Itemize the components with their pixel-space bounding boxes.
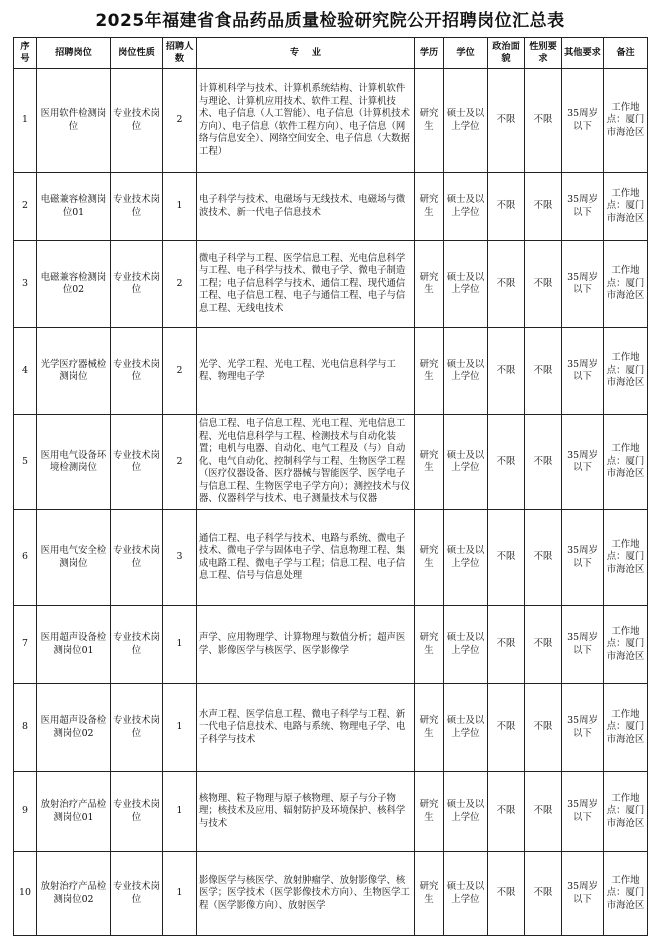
cell-seq: 4 xyxy=(14,328,37,415)
header-other: 其他要求 xyxy=(562,38,604,69)
header-seq: 序号 xyxy=(14,38,37,69)
cell-position: 放射治疗产品检测岗位01 xyxy=(37,772,111,852)
cell-position: 医用超声设备检测岗位01 xyxy=(37,606,111,684)
cell-other: 35周岁以下 xyxy=(562,684,604,772)
recruitment-table xyxy=(13,37,648,936)
cell-nature: 专业技术岗位 xyxy=(111,328,163,415)
cell-education: 研究生 xyxy=(415,69,444,173)
cell-major: 影像医学与核医学、放射肿瘤学、放射影像学、核医学；医学技术（医学影像技术方向）、生物医学工程（医学影像方向）、放射医学 xyxy=(197,852,415,936)
cell-major: 微电子科学与工程、医学信息工程、光电信息科学与工程、电子科学与技术、微电子学、微电子制造工程；电子信息科学与技术、通信工程、现代通信工程、电子信息工程、电子与通信工程、电子与信息工程、无线电技术 xyxy=(197,241,415,328)
cell-major: 水声工程、医学信息工程、微电子科学与工程、新一代电子信息技术、电路与系统、物理电子学、电子科学与技术 xyxy=(197,684,415,772)
cell-note: 工作地点：厦门市海沧区 xyxy=(604,69,648,173)
table-row xyxy=(14,852,648,936)
table-header-row xyxy=(14,38,648,69)
header-major: 专 业 xyxy=(197,38,415,69)
cell-other: 35周岁以下 xyxy=(562,606,604,684)
cell-seq: 2 xyxy=(14,173,37,241)
cell-nature: 专业技术岗位 xyxy=(111,684,163,772)
cell-seq: 10 xyxy=(14,852,37,936)
header-note: 备注 xyxy=(604,38,648,69)
cell-count: 2 xyxy=(163,328,197,415)
cell-gender: 不限 xyxy=(525,684,562,772)
cell-gender: 不限 xyxy=(525,415,562,510)
cell-position: 放射治疗产品检测岗位02 xyxy=(37,852,111,936)
table-row xyxy=(14,173,648,241)
cell-other: 35周岁以下 xyxy=(562,241,604,328)
cell-major: 计算机科学与技术、计算机系统结构、计算机软件与理论、计算机应用技术、软件工程、计算机技术、电子信息（人工智能）、电子信息（计算机技术方向）、电子信息（软件工程方向）、电子信息（网络与信息安全）、网络空间安全、电子信息（大数据工程） xyxy=(197,69,415,173)
cell-political: 不限 xyxy=(488,606,525,684)
cell-note: 工作地点：厦门市海沧区 xyxy=(604,328,648,415)
cell-seq: 9 xyxy=(14,772,37,852)
table-row xyxy=(14,684,648,772)
cell-position: 医用软件检测岗位 xyxy=(37,69,111,173)
header-degree: 学位 xyxy=(444,38,488,69)
cell-seq: 7 xyxy=(14,606,37,684)
header-education: 学历 xyxy=(415,38,444,69)
cell-education: 研究生 xyxy=(415,772,444,852)
header-position: 招聘岗位 xyxy=(37,38,111,69)
cell-political: 不限 xyxy=(488,684,525,772)
cell-nature: 专业技术岗位 xyxy=(111,241,163,328)
cell-political: 不限 xyxy=(488,852,525,936)
cell-major: 通信工程、电子科学与技术、电路与系统、微电子技术、微电子学与固体电子学、信息物理工程、集成电路工程、微电子学与工程；信息工程、电子信息工程、信号与信息处理 xyxy=(197,510,415,606)
cell-note: 工作地点：厦门市海沧区 xyxy=(604,510,648,606)
cell-count: 1 xyxy=(163,772,197,852)
cell-degree: 硕士及以上学位 xyxy=(444,772,488,852)
cell-note: 工作地点：厦门市海沧区 xyxy=(604,684,648,772)
cell-note: 工作地点：厦门市海沧区 xyxy=(604,173,648,241)
cell-position: 光学医疗器械检测岗位 xyxy=(37,328,111,415)
cell-major: 电子科学与技术、电磁场与无线技术、电磁场与微波技术、新一代电子信息技术 xyxy=(197,173,415,241)
header-count: 招聘人数 xyxy=(163,38,197,69)
cell-other: 35周岁以下 xyxy=(562,510,604,606)
cell-gender: 不限 xyxy=(525,328,562,415)
cell-position: 电磁兼容检测岗位02 xyxy=(37,241,111,328)
cell-education: 研究生 xyxy=(415,510,444,606)
cell-position: 医用电气安全检测岗位 xyxy=(37,510,111,606)
cell-gender: 不限 xyxy=(525,852,562,936)
table-row xyxy=(14,69,648,173)
page-title: 2025年福建省食品药品质量检验研究院公开招聘岗位汇总表 xyxy=(95,11,565,31)
table-row xyxy=(14,606,648,684)
cell-seq: 5 xyxy=(14,415,37,510)
cell-education: 研究生 xyxy=(415,606,444,684)
cell-degree: 硕士及以上学位 xyxy=(444,852,488,936)
cell-political: 不限 xyxy=(488,241,525,328)
cell-note: 工作地点：厦门市海沧区 xyxy=(604,415,648,510)
cell-position: 医用电气设备环境检测岗位 xyxy=(37,415,111,510)
cell-note: 工作地点：厦门市海沧区 xyxy=(604,241,648,328)
cell-count: 1 xyxy=(163,684,197,772)
cell-nature: 专业技术岗位 xyxy=(111,772,163,852)
table-row xyxy=(14,415,648,510)
cell-education: 研究生 xyxy=(415,415,444,510)
cell-other: 35周岁以下 xyxy=(562,772,604,852)
cell-other: 35周岁以下 xyxy=(562,173,604,241)
cell-position: 电磁兼容检测岗位01 xyxy=(37,173,111,241)
cell-degree: 硕士及以上学位 xyxy=(444,69,488,173)
cell-political: 不限 xyxy=(488,415,525,510)
cell-count: 1 xyxy=(163,606,197,684)
table-row xyxy=(14,772,648,852)
table-row xyxy=(14,328,648,415)
cell-political: 不限 xyxy=(488,772,525,852)
cell-note: 工作地点：厦门市海沧区 xyxy=(604,772,648,852)
cell-other: 35周岁以下 xyxy=(562,415,604,510)
cell-count: 2 xyxy=(163,415,197,510)
table-row xyxy=(14,510,648,606)
cell-degree: 硕士及以上学位 xyxy=(444,241,488,328)
header-gender: 性别要求 xyxy=(525,38,562,69)
cell-seq: 8 xyxy=(14,684,37,772)
cell-political: 不限 xyxy=(488,328,525,415)
cell-nature: 专业技术岗位 xyxy=(111,173,163,241)
cell-nature: 专业技术岗位 xyxy=(111,69,163,173)
cell-major: 光学、光学工程、光电工程、光电信息科学与工程、物理电子学 xyxy=(197,328,415,415)
cell-count: 2 xyxy=(163,241,197,328)
cell-degree: 硕士及以上学位 xyxy=(444,415,488,510)
cell-nature: 专业技术岗位 xyxy=(111,852,163,936)
cell-seq: 3 xyxy=(14,241,37,328)
cell-education: 研究生 xyxy=(415,241,444,328)
cell-note: 工作地点：厦门市海沧区 xyxy=(604,852,648,936)
cell-major: 声学、应用物理学、计算物理与数值分析；超声医学、影像医学与核医学、医学影像学 xyxy=(197,606,415,684)
cell-gender: 不限 xyxy=(525,69,562,173)
cell-nature: 专业技术岗位 xyxy=(111,510,163,606)
cell-education: 研究生 xyxy=(415,173,444,241)
cell-position: 医用超声设备检测岗位02 xyxy=(37,684,111,772)
cell-degree: 硕士及以上学位 xyxy=(444,684,488,772)
cell-political: 不限 xyxy=(488,173,525,241)
cell-political: 不限 xyxy=(488,69,525,173)
cell-seq: 6 xyxy=(14,510,37,606)
header-nature: 岗位性质 xyxy=(111,38,163,69)
cell-gender: 不限 xyxy=(525,241,562,328)
header-political: 政治面貌 xyxy=(488,38,525,69)
cell-education: 研究生 xyxy=(415,684,444,772)
cell-count: 3 xyxy=(163,510,197,606)
cell-other: 35周岁以下 xyxy=(562,328,604,415)
cell-major: 信息工程、电子信息工程、光电工程、光电信息工程、光电信息科学与工程、检测技术与自动化装置；电机与电器、自动化、电气工程及（与）自动化、电气自动化、控制科学与工程、生物医学工程（医疗仪器设备、医疗器械与智能医学、医学电子与信息工程、生物医学电子学方向）；测控技术与仪器、仪器科学与技术、电子测量技术与仪器 xyxy=(197,415,415,510)
cell-degree: 硕士及以上学位 xyxy=(444,606,488,684)
cell-other: 35周岁以下 xyxy=(562,69,604,173)
cell-education: 研究生 xyxy=(415,852,444,936)
cell-count: 2 xyxy=(163,69,197,173)
cell-note: 工作地点：厦门市海沧区 xyxy=(604,606,648,684)
table-row xyxy=(14,241,648,328)
cell-degree: 硕士及以上学位 xyxy=(444,510,488,606)
cell-nature: 专业技术岗位 xyxy=(111,606,163,684)
cell-political: 不限 xyxy=(488,510,525,606)
cell-nature: 专业技术岗位 xyxy=(111,415,163,510)
cell-gender: 不限 xyxy=(525,173,562,241)
cell-degree: 硕士及以上学位 xyxy=(444,328,488,415)
cell-count: 1 xyxy=(163,173,197,241)
cell-gender: 不限 xyxy=(525,510,562,606)
cell-gender: 不限 xyxy=(525,772,562,852)
cell-gender: 不限 xyxy=(525,606,562,684)
cell-seq: 1 xyxy=(14,69,37,173)
cell-degree: 硕士及以上学位 xyxy=(444,173,488,241)
cell-count: 1 xyxy=(163,852,197,936)
cell-major: 核物理、粒子物理与原子核物理、原子与分子物理；核技术及应用、辐射防护及环境保护、核科学与技术 xyxy=(197,772,415,852)
cell-education: 研究生 xyxy=(415,328,444,415)
cell-other: 35周岁以下 xyxy=(562,852,604,936)
